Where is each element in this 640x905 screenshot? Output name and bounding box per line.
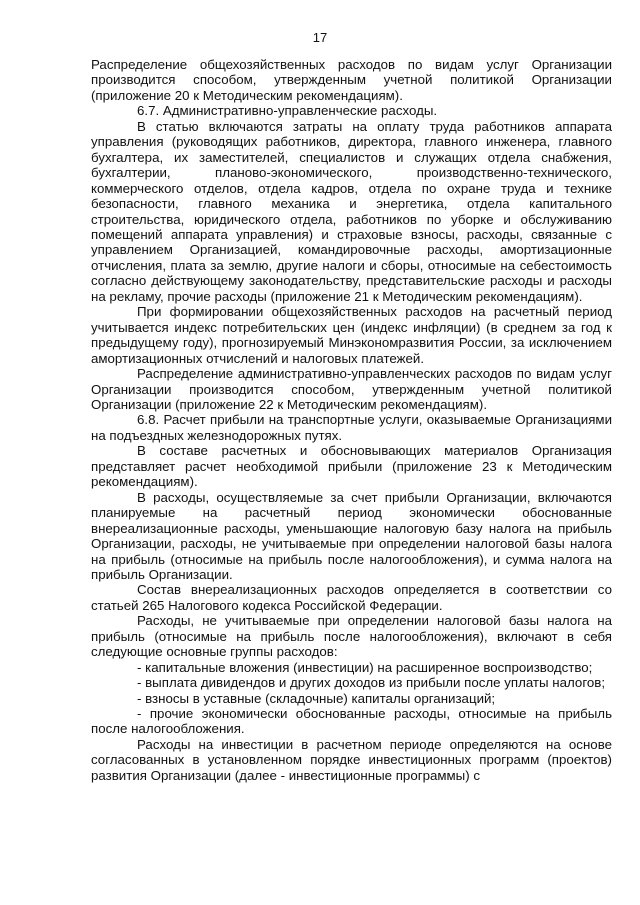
list-item-dividends: - выплата дивидендов и других доходов из прибыли после уплаты налогов;: [137, 675, 606, 691]
paragraph-profit-calculation: В составе расчетных и обосновывающих материалов Организация представляет расчет необходимой прибыли (приложение 23 к Методическим рекомендациям).: [91, 443, 612, 490]
section-heading-6-7: 6.7. Административно-управленческие расходы.: [137, 103, 438, 119]
paragraph-distribution-general: Распределение общехозяйственных расходов по видам услуг Организации производится способом, утвержденным учетной политикой Организации (приложение 20 к Методическим рекомендациям).: [91, 57, 612, 103]
paragraph-profit-expenses: В расходы, осуществляемые за счет прибыли Организации, включаются планируемые на расчетный период экономически обоснованные внереализационные расходы, уменьшающие налоговую базу налога на прибыль Организации, расходы, не учитываемые при определении налоговой базы налога на прибыль (относимые на прибыль после налогообложения), и сумма налога на прибыль Организации.: [91, 489, 612, 582]
document-body: [91, 57, 612, 783]
section-heading-6-8: 6.8. Расчет прибыли на транспортные услуги, оказываемые Организациями на подъездных железнодорожных путях.: [91, 412, 612, 443]
list-item-capital-contributions: - взносы в уставные (складочные) капиталы организаций;: [137, 690, 496, 706]
paragraph-admin-costs: В статью включаются затраты на оплату труда работников аппарата управления (руководящих работников, директора, главного инженера, главного бухгалтера, их заместителей, специалистов и служащих отдела снабжения, бухгалтерии, планово-экономического, производственно-технического, коммерческого отделов, отдела кадров, отдела по охране труда и технике безопасности, главного механика и энергетика, отдела капитального строительства, юридического отдела, работников по уборке и обслуживанию помещений аппарата управления) и страховые взносы, расходы, связанные с управлением Организацией, командировочные расходы, амортизационные отчисления, плата за землю, другие налоги и сборы, относимые на себестоимость согласно действующему законодательству, представительские расходы и расходы на рекламу, прочие расходы (приложение 21 к Методическим рекомендациям).: [91, 118, 612, 304]
list-item-capital-investments: - капитальные вложения (инвестиции) на расширенное воспроизводство;: [137, 659, 593, 675]
paragraph-expense-groups: Расходы, не учитываемые при определении налоговой базы налога на прибыль (относимые на прибыль после налогообложения), включают в себя следующие основные группы расходов:: [91, 613, 612, 660]
paragraph-distribution-admin: Распределение административно-управленческих расходов по видам услуг Организации производится способом, утвержденным учетной политикой Организации (приложение 22 к Методическим рекомендациям).: [91, 366, 612, 412]
paragraph-inflation-index: При формировании общехозяйственных расходов на расчетный период учитывается индекс потребительских цен (индекс инфляции) (в среднем за год к предыдущему году), прогнозируемый Минэкономразвития России, за исключением амортизационных отчислений и налоговых платежей.: [91, 304, 612, 366]
list-item-other-expenses: - прочие экономически обоснованные расходы, относимые на прибыль после налогообложения.: [91, 706, 612, 737]
paragraph-investment-expenses: Расходы на инвестиции в расчетном периоде определяются на основе согласованных в установленном порядке инвестиционных программ (проектов) развития Организации (далее - инвестиционные программы) с: [91, 736, 612, 783]
paragraph-non-operating: Состав внереализационных расходов определяется в соответствии со статьей 265 Налогового кодекса Российской Федерации.: [91, 582, 612, 613]
page-number: 17: [312, 30, 328, 45]
